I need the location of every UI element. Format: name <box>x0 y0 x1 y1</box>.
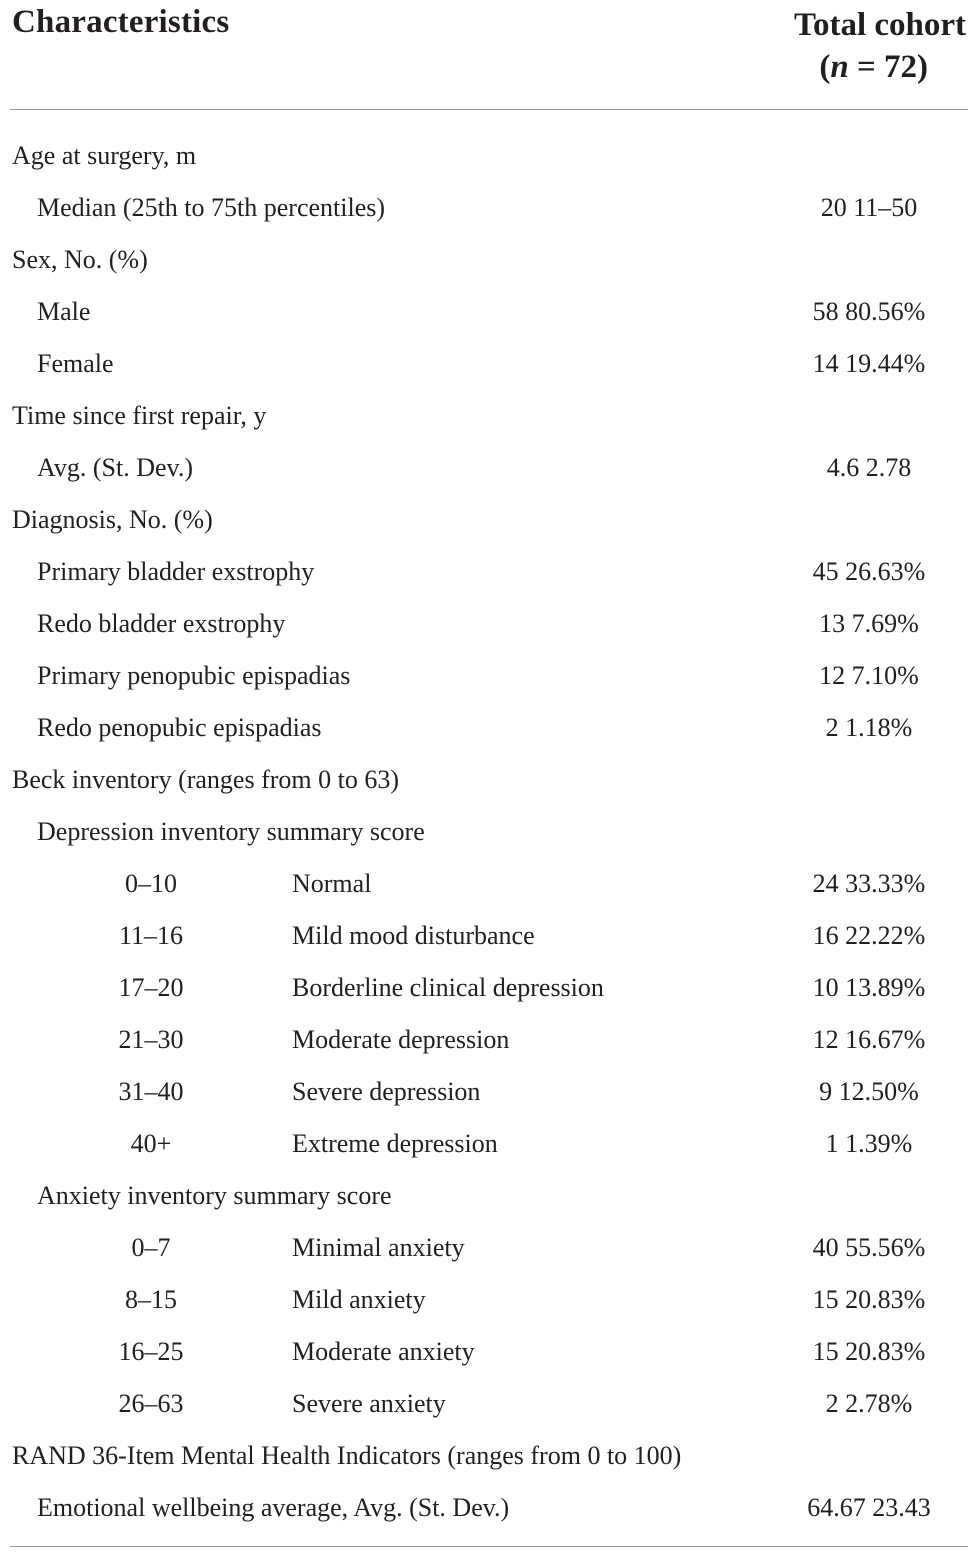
score-range: 26–63 <box>118 1389 184 1418</box>
table-row <box>0 702 980 754</box>
cohort-value: 58 80.56% <box>812 297 926 326</box>
table-row <box>0 182 980 234</box>
score-range-row <box>0 1222 980 1274</box>
cohort-value: 45 26.63% <box>812 557 926 586</box>
score-description: Normal <box>292 869 372 898</box>
cohort-value: 20 11–50 <box>820 193 918 222</box>
table-row <box>0 546 980 598</box>
section-label: Time since first repair, y <box>12 401 267 430</box>
row-label: Redo bladder exstrophy <box>37 609 286 638</box>
score-description: Extreme depression <box>292 1129 498 1158</box>
cohort-value: 9 12.50% <box>819 1077 919 1106</box>
section-label: Sex, No. (%) <box>12 245 148 274</box>
row-label: Median (25th to 75th percentiles) <box>37 193 386 222</box>
table-row <box>0 442 980 494</box>
section-row <box>0 1430 980 1482</box>
total-cohort-label: Total cohort <box>793 7 966 43</box>
score-description: Mild anxiety <box>292 1285 426 1314</box>
section-label: Age at surgery, m <box>12 141 197 170</box>
cohort-value: 1 1.39% <box>825 1129 913 1158</box>
row-label: Anxiety inventory summary score <box>37 1181 392 1210</box>
cohort-size-label <box>706 46 966 88</box>
cohort-value: 40 55.56% <box>812 1233 926 1262</box>
score-range: 8–15 <box>125 1285 177 1314</box>
score-range: 11–16 <box>118 921 184 950</box>
score-description: Borderline clinical depression <box>292 973 604 1002</box>
score-description: Minimal anxiety <box>292 1233 465 1262</box>
row-label: Primary penopubic epispadias <box>37 661 351 690</box>
section-row <box>0 234 980 286</box>
characteristics-header: Characteristics <box>12 4 230 40</box>
score-range-row <box>0 858 980 910</box>
section-row <box>0 494 980 546</box>
cohort-value: 24 33.33% <box>812 869 926 898</box>
row-label: Emotional wellbeing average, Avg. (St. Dev.) <box>37 1493 510 1522</box>
score-range-row <box>0 962 980 1014</box>
row-label: Avg. (St. Dev.) <box>37 453 193 482</box>
cohort-value: 15 20.83% <box>812 1337 926 1366</box>
table-row <box>0 598 980 650</box>
score-range-row <box>0 910 980 962</box>
section-label: Beck inventory (ranges from 0 to 63) <box>12 765 400 794</box>
row-label: Depression inventory summary score <box>37 817 425 846</box>
section-label: Diagnosis, No. (%) <box>12 505 213 534</box>
score-range-row <box>0 1118 980 1170</box>
score-range-row <box>0 1014 980 1066</box>
section-label: RAND 36-Item Mental Health Indicators (ranges from 0 to 100) <box>12 1441 682 1470</box>
cohort-value: 2 2.78% <box>825 1389 913 1418</box>
row-label: Redo penopubic epispadias <box>37 713 322 742</box>
section-row <box>0 754 980 806</box>
table-bottom-rule <box>10 1546 968 1547</box>
table-row <box>0 650 980 702</box>
score-range: 40+ <box>130 1129 172 1158</box>
section-row <box>0 390 980 442</box>
section-row <box>0 130 980 182</box>
table-row <box>0 806 980 858</box>
score-range: 16–25 <box>118 1337 184 1366</box>
score-range: 0–7 <box>131 1233 171 1262</box>
score-range-row <box>0 1326 980 1378</box>
cohort-value: 2 1.18% <box>825 713 913 742</box>
score-range: 21–30 <box>118 1025 184 1054</box>
score-description: Severe depression <box>292 1077 481 1106</box>
cohort-value: 14 19.44% <box>812 349 926 378</box>
cohort-value: 13 7.69% <box>819 609 919 638</box>
cohort-value: 15 20.83% <box>812 1285 926 1314</box>
table-row <box>0 286 980 338</box>
score-description: Severe anxiety <box>292 1389 446 1418</box>
cohort-value: 16 22.22% <box>812 921 926 950</box>
cohort-value: 10 13.89% <box>812 973 926 1002</box>
score-description: Mild mood disturbance <box>292 921 535 950</box>
table-row <box>0 338 980 390</box>
table-header <box>0 0 980 110</box>
score-range: 31–40 <box>118 1077 184 1106</box>
row-label: Female <box>37 349 114 378</box>
cohort-size-open: ( <box>819 49 831 85</box>
score-description: Moderate depression <box>292 1025 510 1054</box>
cohort-value: 12 16.67% <box>812 1025 926 1054</box>
header-divider <box>10 109 968 110</box>
score-range-row <box>0 1378 980 1430</box>
score-range-row <box>0 1066 980 1118</box>
cohort-value: 4.6 2.78 <box>826 453 912 482</box>
cohort-value: 12 7.10% <box>819 661 919 690</box>
table-row <box>0 1482 980 1534</box>
score-range: 17–20 <box>118 973 184 1002</box>
score-range: 0–10 <box>125 869 177 898</box>
row-label: Primary bladder exstrophy <box>37 557 315 586</box>
cohort-value: 64.67 23.43 <box>807 1493 931 1522</box>
score-description: Moderate anxiety <box>292 1337 475 1366</box>
row-label: Male <box>37 297 91 326</box>
total-cohort-header <box>706 4 966 88</box>
score-range-row <box>0 1274 980 1326</box>
table-row <box>0 1170 980 1222</box>
cohort-size-n: n <box>830 49 849 85</box>
cohort-size-rest: = 72) <box>848 49 928 85</box>
